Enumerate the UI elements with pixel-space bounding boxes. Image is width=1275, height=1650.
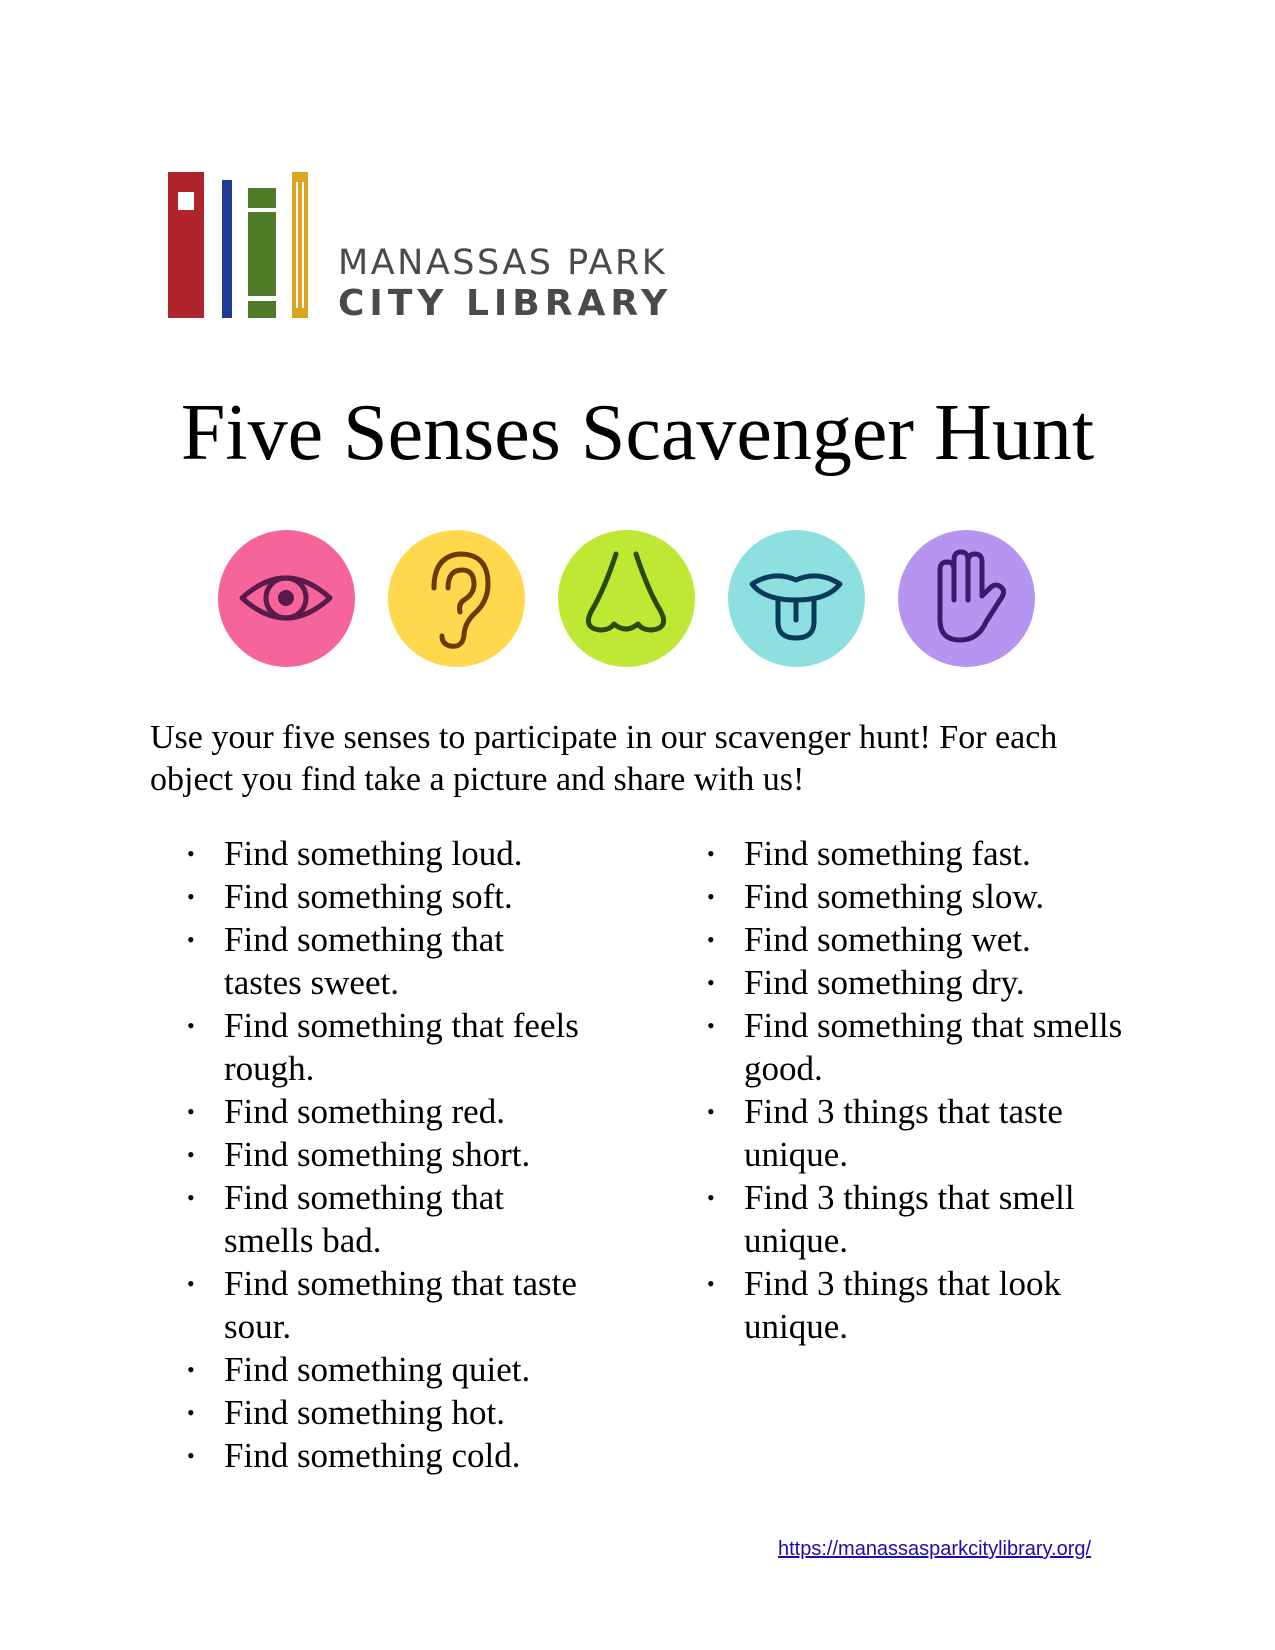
checklist-left: [187, 832, 587, 1477]
list-item: • Find something that taste sour.: [187, 1264, 577, 1346]
logo-text-line2: CITY LIBRARY: [338, 283, 673, 324]
intro-paragraph: Use your five senses to participate in our scavenger hunt! For each object you find take a picture and share with us!: [150, 719, 1058, 798]
checklist-right: [707, 832, 1127, 1348]
list-item: • Find something that tastes sweet.: [187, 920, 504, 1002]
list-item: • Find something loud.: [187, 834, 523, 873]
list-item: • Find something that feels rough.: [187, 1006, 579, 1088]
list-item: • Find something soft.: [187, 877, 513, 916]
logo-text-line1: MANASSAS PARK: [338, 243, 668, 283]
book-spines-icon: [168, 168, 328, 328]
eye-icon: [218, 530, 355, 667]
hand-icon: [898, 530, 1035, 667]
list-item: • Find something short.: [187, 1135, 531, 1174]
library-website-link[interactable]: https://manassasparkcitylibrary.org/: [778, 1538, 1092, 1560]
list-item: • Find 3 things that taste unique.: [707, 1092, 1063, 1174]
list-item: • Find something cold.: [187, 1436, 521, 1475]
list-item: • Find something that smells bad.: [187, 1178, 504, 1260]
senses-icon-row: [218, 530, 1058, 670]
library-logo: [168, 168, 758, 328]
ear-icon: [388, 530, 525, 667]
list-item: • Find 3 things that look unique.: [707, 1264, 1061, 1346]
list-item: • Find something wet.: [707, 920, 1031, 959]
list-item: • Find something slow.: [707, 877, 1045, 916]
list-item: • Find something dry.: [707, 963, 1025, 1002]
page-title: Five Senses Scavenger Hunt: [180, 389, 1095, 477]
list-item: • Find something fast.: [707, 834, 1031, 873]
nose-icon: [558, 530, 695, 667]
list-item: • Find something that smells good.: [707, 1006, 1123, 1088]
list-item: • Find something hot.: [187, 1393, 505, 1432]
list-item: • Find 3 things that smell unique.: [707, 1178, 1075, 1260]
mouth-icon: [728, 530, 865, 667]
list-item: • Find something red.: [187, 1092, 505, 1131]
list-item: • Find something quiet.: [187, 1350, 531, 1389]
